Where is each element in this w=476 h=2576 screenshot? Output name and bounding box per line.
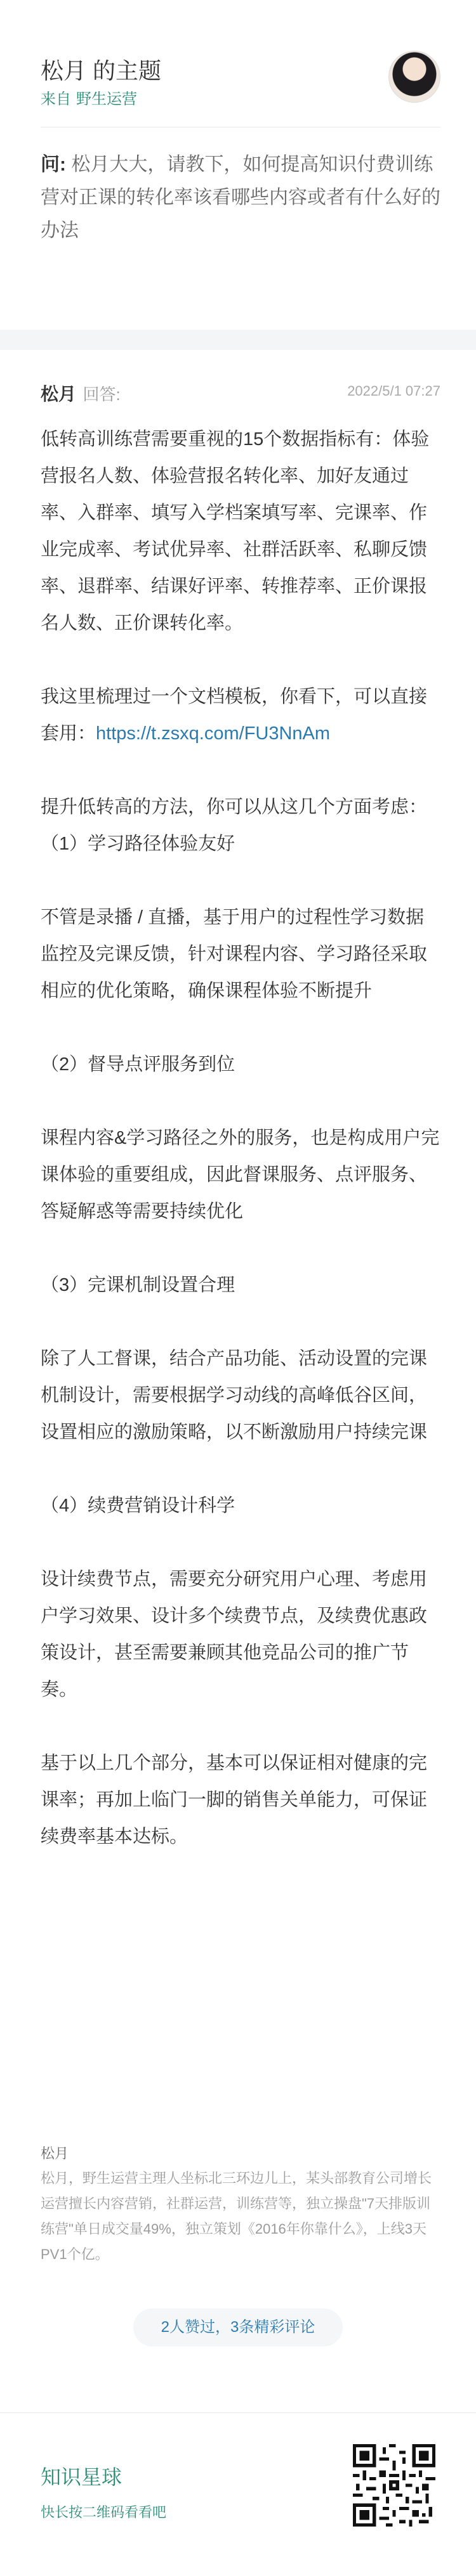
- answer-paragraph: 课程内容&学习路径之外的服务，也是构成用户完课体验的重要组成，因此督课服务、点评服务、答疑解惑等需要持续优化: [41, 1128, 440, 1222]
- page-title: 松月 的主题: [41, 58, 162, 84]
- answer-paragraph: 低转高训练营需要重视的15个数据指标有：体验营报名人数、体验营报名转化率、加好友通过率、入群率、填写入学档案填写率、完课率、作业完成率、考试优异率、社群活跃率、私聊反馈率、退群率、结课好评率、转推荐率、正价课报名人数、正价课转化率。: [41, 429, 430, 633]
- answer-label: 回答:: [83, 385, 121, 404]
- signature-bio: 松月，野生运营主理人坐标北三环边儿上，某头部教育公司增长运营擅长内容营销，社群运营，训练营等，独立操盘"7天排版训练营"单日成交量49%，独立策划《2016年你靠什么》，上线3天PV1个亿。: [41, 2170, 432, 2262]
- answer-header: [41, 380, 440, 406]
- answer-paragraph: 不管是录播 / 直播，基于用户的过程性学习数据监控及完课反馈，针对课程内容、学习路径采取相应的优化策略，确保课程体验不断提升: [41, 907, 428, 1001]
- avatar[interactable]: [388, 51, 440, 103]
- answer-paragraph: 除了人工督课，结合产品功能、活动设置的完课机制设计，需要根据学习动线的高峰低谷区间，设置相应的激励策略，以不断激励用户持续完课: [41, 1349, 428, 1442]
- answer-paragraph: （2）督导点评服务到位: [41, 1054, 235, 1075]
- question-block: [41, 148, 440, 247]
- footer-hint: 快长按二维码看看吧: [41, 2504, 167, 2520]
- source-prefix: 来自: [41, 91, 71, 108]
- answer-paragraph: （3）完课机制设置合理: [41, 1275, 235, 1295]
- source-group-link[interactable]: 野生运营: [76, 91, 137, 108]
- answer-paragraph: [41, 678, 440, 752]
- answer-timestamp: 2022/5/1 07:27: [347, 383, 440, 399]
- qr-code-icon[interactable]: [353, 2444, 435, 2527]
- section-separator: [0, 330, 476, 350]
- answer-paragraph: 设计续费节点，需要充分研究用户心理、考虑用户学习效果、设计多个续费节点，及续费优惠政策设计，甚至需要兼顾其他竞品公司的推广节奏。: [41, 1569, 428, 1700]
- qr-code-graphic: [353, 2444, 435, 2527]
- answer-body: [41, 421, 440, 1892]
- topic-header: [41, 46, 440, 128]
- question-text: 松月大大，请教下，如何提高知识付费训练营对正课的转化率该看哪些内容或者有什么好的办法: [41, 154, 440, 241]
- signature-name: 松月: [41, 2146, 69, 2161]
- likes-comments-button[interactable]: 2人赞过，3条精彩评论: [133, 2308, 343, 2346]
- footer-divider: [0, 2412, 476, 2413]
- question-prefix: 问:: [41, 154, 66, 175]
- answer-paragraph: （4）续费营销设计科学: [41, 1496, 235, 1516]
- answer-author[interactable]: 松月: [41, 384, 77, 404]
- answer-paragraph: 提升低转高的方法，你可以从这几个方面考虑： （1）学习路径体验友好: [41, 797, 428, 854]
- answer-paragraph-text: 我这里梳理过一个文档模板，你看下，可以直接套用：: [41, 687, 428, 744]
- source-line[interactable]: [41, 86, 137, 108]
- answer-paragraph: 基于以上几个部分，基本可以保证相对健康的完课率；再加上临门一脚的销售关单能力，可保证续费率基本达标。: [41, 1753, 428, 1847]
- footer-brand: 知识星球: [41, 2466, 122, 2489]
- document-template-link[interactable]: https://t.zsxq.com/FU3NnAm: [96, 723, 331, 744]
